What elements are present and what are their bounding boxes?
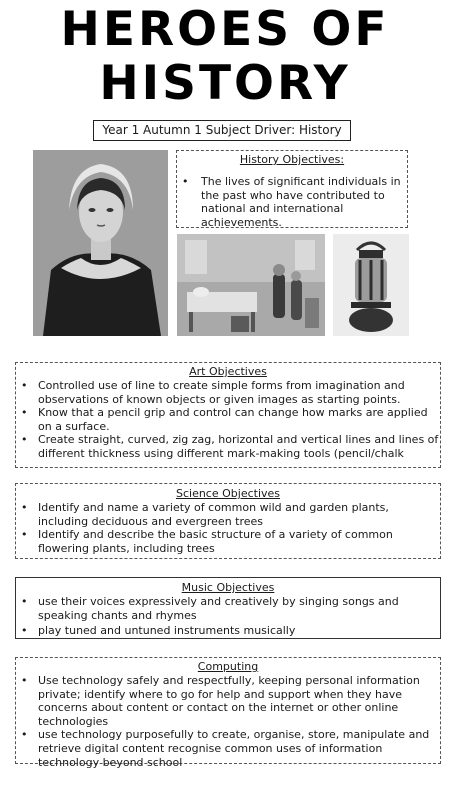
art-objective-item: • Create straight, curved, zig zag, horizontal and vertical lines and lines of different thickness using different mark-making tools (pencil/chalk	[16, 433, 440, 460]
subject-driver-label: Year 1 Autumn 1 Subject Driver: History	[93, 120, 351, 141]
art-objectives-box	[15, 362, 441, 468]
art-objectives-heading: Art Objectives	[189, 365, 267, 378]
title-line-2: HISTORY	[99, 56, 351, 111]
computing-objective-item: • use technology purposefully to create, organise, store, manipulate and retrieve digital content recognise common uses of information technology beyond school	[16, 728, 440, 769]
history-objective-item: • The lives of significant individuals in the past who have contributed to national and international achievements.	[177, 175, 407, 229]
science-objective-item: • Identify and describe the basic structure of a variety of common flowering plants, including trees	[16, 528, 440, 555]
computing-objectives-box	[15, 657, 441, 769]
music-objectives-heading: Music Objectives	[181, 581, 275, 594]
title-line-1: HEROES OF	[60, 2, 390, 57]
history-objectives-heading: History Objectives:	[239, 153, 345, 166]
art-objective-item: • Know that a pencil grip and control can change how marks are applied on a surface.	[16, 406, 440, 433]
hospital-ward-photo	[177, 234, 325, 336]
music-objective-item: • play tuned and untuned instruments musically	[16, 624, 440, 638]
science-objectives-box	[15, 483, 441, 559]
history-objectives-box	[176, 150, 408, 228]
portrait-photo	[33, 150, 168, 336]
music-objective-item: • use their voices expressively and creatively by singing songs and speaking chants and rhymes	[16, 595, 440, 622]
computing-objectives-heading: Computing	[197, 660, 259, 673]
science-objective-item: • Identify and name a variety of common wild and garden plants, including deciduous and evergreen trees	[16, 501, 440, 528]
computing-objective-item: • Use technology safely and respectfully, keeping personal information private; identify where to go for help and support when they have concerns about content or contact on the internet or other online technologies	[16, 674, 440, 728]
music-objectives-box	[15, 577, 441, 639]
science-objectives-heading: Science Objectives	[175, 487, 281, 500]
oil-lamp-photo	[333, 234, 409, 336]
art-objective-item: • Controlled use of line to create simple forms from imagination and observations of known objects or given images as starting points.	[16, 379, 440, 406]
